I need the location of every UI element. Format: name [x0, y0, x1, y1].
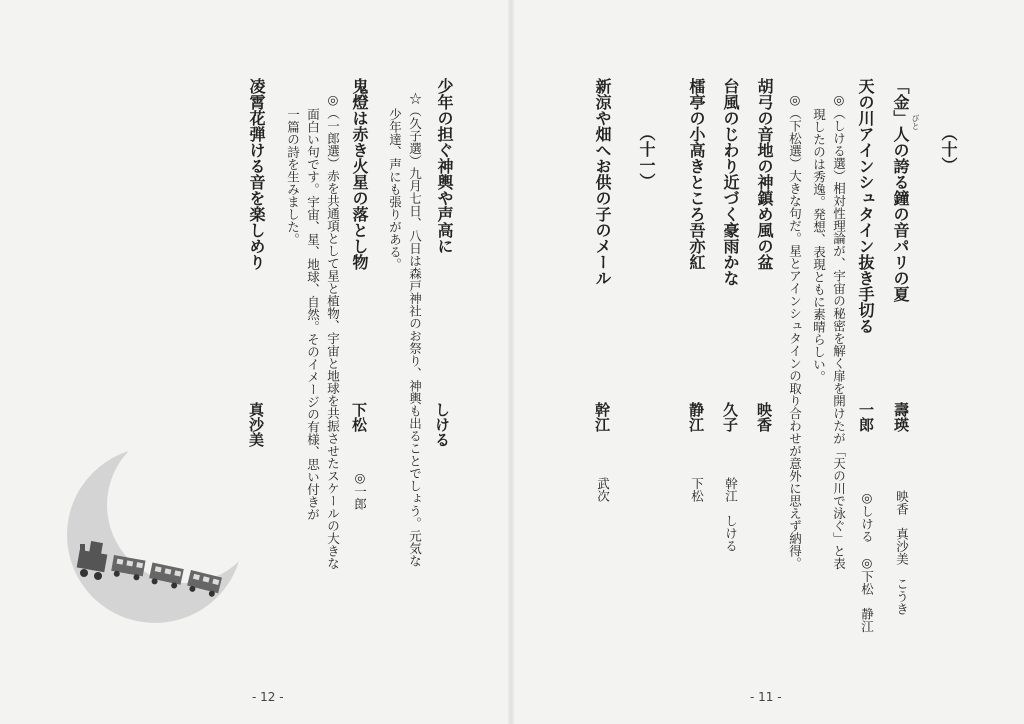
haiku-8-selectors: ◎一郎 [352, 470, 368, 510]
haiku-2: 天の川アインシュタイン抜き手切る [856, 78, 875, 334]
haiku-1-author: 壽瑛 [892, 402, 910, 432]
haiku-2-selectors: ◎しける ◎下松 静江 [859, 490, 875, 633]
page-number-12: - 12 - [252, 690, 284, 704]
haiku-6-selectors: 武次 [595, 477, 611, 502]
haiku-3-author: 映香 [755, 402, 773, 432]
moon-train-illustration [60, 440, 250, 630]
haiku-5-author: 静江 [687, 402, 705, 432]
haiku-9-author: 真沙美 [247, 402, 265, 447]
comment-8-line-1: ◎（一郎選）赤を共通項として星と植物、宇宙と地球を共振させたスケールの大きな [325, 92, 341, 570]
haiku-5-selectors: 下松 [689, 477, 705, 502]
page-number-11: - 11 - [750, 690, 782, 704]
crescent-moon-icon [67, 447, 243, 623]
haiku-7-author: しける [433, 402, 451, 447]
haiku-2-author: 一郎 [857, 402, 875, 432]
comment-8-line-3: 一篇の詩を生みました。 [285, 108, 301, 246]
comment-7-line-1: ☆（久子選）九月七日、八日は森戸神社のお祭り、神輿も出ることでしょう。元気な [407, 92, 423, 567]
haiku-9: 凌霄花弾ける音を楽しめり [247, 78, 266, 270]
haiku-8-author: 下松 [350, 402, 368, 432]
haiku-6-author: 幹江 [593, 402, 611, 432]
haiku-1-selectors: 映香 真沙美 こうき [894, 490, 910, 615]
haiku-4-author: 久子 [721, 402, 739, 432]
comment-3-line-1: ◎（下松選）大きな句だ。星とアインシュタインの取り合わせが意外に思えず納得。 [787, 92, 803, 570]
haiku-4-selectors: 幹江 しける [723, 477, 739, 552]
haiku-4: 台風のじわり近づく豪雨かな [721, 78, 740, 286]
haiku-6: 新涼や畑へお供の子のメール [593, 78, 612, 286]
haiku-7: 少年の担ぐ神輿や声高に [435, 78, 454, 254]
haiku-3: 胡弓の音地の神鎮め風の盆 [755, 78, 774, 270]
comment-2-line-2: 現したのは秀逸。発想、表現ともに素晴らしい。 [811, 108, 827, 383]
comment-7-line-2: 少年達、声にも張りがある。 [387, 108, 403, 271]
section-heading-10: （十） [939, 125, 958, 173]
comment-2-line-1: ◎（しける選）相対性理論が、宇宙の秘密を解く扉を開けたが「天の川で泳ぐ」と表 [831, 92, 847, 570]
haiku-5: 檑亭の小高きところ吾亦紅 [687, 78, 706, 270]
section-heading-11: （十一） [637, 125, 656, 189]
haiku-8: 鬼燈は赤き火星の落とし物 [350, 78, 369, 270]
haiku-1: 「金」人の誇る鐘の音パリの夏 [891, 78, 910, 302]
haiku-1-ruby: びと [911, 114, 920, 130]
comment-8-line-2: 面白い句です。宇宙、星、地球、自然。そのイメージの有様、思い付きが [305, 108, 321, 521]
page-gutter [508, 0, 514, 724]
